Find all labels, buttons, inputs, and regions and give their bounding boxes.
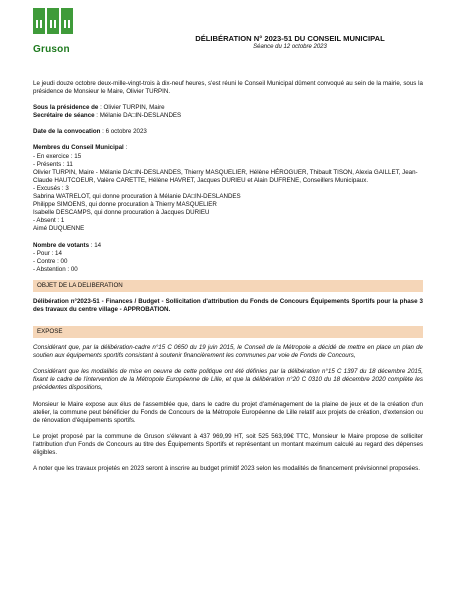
presidence-label: Sous la présidence de <box>33 104 99 112</box>
membres-line: - Absent : 1 <box>33 217 65 225</box>
intro-paragraph: Le jeudi douze octobre deux-mille-vingt-trois à dix-neuf heures, s'est réuni le Conseil Municipal dûment convoqué au sein de la mairie, sous la présidence de Monsieur le Maire, Olivier TURPIN. <box>33 80 423 96</box>
votants-label: Nombre de votants <box>33 241 90 249</box>
secretaire-value: : Mélanie DA□IN-DESLANDES <box>94 112 182 120</box>
document-body <box>33 80 423 473</box>
logo-emblem-icon <box>33 8 73 36</box>
section-expose-header: EXPOSE <box>33 326 423 338</box>
convocation-label: Date de la convocation <box>33 128 101 136</box>
membres-line: - Présents : 11 <box>33 160 73 168</box>
expose-paragraph: A noter que les travaux projetés en 2023 seront à inscrire au budget primitif 2023 selon les modalités de financement prévisionnel proposées. <box>33 465 420 473</box>
votants-line: - Contre : 00 <box>33 257 68 265</box>
logo-name: Gruson <box>33 44 70 55</box>
membres-line: Sabrina WATRELOT, qui donne procuration à Mélanie DA□IN-DESLANDES <box>33 193 241 201</box>
expose-paragraph: Considérant que les modalités de mise en oeuvre de cette politique ont été définies par la délibération n°15 C 1397 du 18 décembre 2015, fixant le cadre de l'intervention de la Métropole Européenne de Lille, et que la délibération n°20 C 0310 du 18 décembre 2020 complète les précédentes dispositions, <box>33 368 423 392</box>
presidence-line <box>33 104 423 112</box>
session-date: Séance du 12 octobre 2023 <box>253 44 327 50</box>
membres-line: - Excusés : 3 <box>33 184 69 192</box>
votants-heading <box>33 242 423 250</box>
expose-paragraph: Considérant que, par la délibération-cadre n°15 C 0650 du 19 juin 2015, le Conseil de la Métropole a décidé de mettre en place un plan de soutien aux équipements sportifs consistant à soutenir financièrement les communes par voie de Fonds de Concours, <box>33 344 423 360</box>
membres-line: - En exercice : 15 <box>33 152 82 160</box>
membres-label: Membres du Conseil Municipal <box>33 144 124 152</box>
votants-line: - Abstention : 00 <box>33 265 78 273</box>
membres-line: Philippe SIMOENS, qui donne procuration à Thierry MASQUELIER <box>33 201 217 209</box>
votants-line: - Pour : 14 <box>33 249 62 257</box>
votants-value: : 14 <box>89 241 102 249</box>
membres-line: Olivier TURPIN, Maire - Mélanie DA□IN-DESLANDES, Thierry MASQUELIER, Hélène HÉROGUER, Thibault TISON, Alexia GAILLET, Jean-Claude HAUTCOEUR, Valère CARETTE, Hélène HAVRET, Jacques DURIEU et Alain DUFRENE, Conseillers Municipaux. <box>33 168 418 184</box>
membres-line: Aimé DUQUENNE <box>33 225 85 233</box>
membres-heading: Membres du Conseil Municipal : <box>33 144 128 152</box>
section-objet-header: OBJET DE LA DELIBERATION <box>33 280 423 292</box>
secretaire-label: Secrétaire de séance <box>33 112 95 120</box>
convocation-line <box>33 128 423 136</box>
secretaire-line <box>33 112 423 120</box>
document-title: DÉLIBÉRATION N° 2023-51 DU CONSEIL MUNICIPAL <box>195 34 385 43</box>
membres-line: Isabelle DESCAMPS, qui donne procuration à Jacques DURIEU <box>33 209 210 217</box>
expose-paragraph: Le projet proposé par la commune de Gruson s'élevant à 437 969,99 HT, soit 525 563,99€ TTC, Monsieur le Maire propose de solliciter l'attribution d'un Fonds de Concours au titre des Équipements Sportifs et représentant un montant maximum calculé au regard des dépenses éligibles. <box>33 432 423 456</box>
objet-paragraph <box>33 298 423 314</box>
convocation-value: : 6 octobre 2023 <box>100 128 147 136</box>
objet-text: Délibération n°2023-51 - Finances / Budget - Sollicitation d'attribution du Fonds de Concours Équipements Sportifs pour la phase 3 des travaux du centre village - APPROBATION. <box>33 297 423 313</box>
gruson-logo <box>33 8 75 54</box>
expose-paragraph: Monsieur le Maire expose aux élus de l'assemblée que, dans le cadre du projet d'aménagement de la plaine de jeux et de la création d'un atelier, la commune peut bénéficier du Fonds de Concours de la Métropole Européenne de Lille relatif aux projets de création, d'extension ou de rénovation d'équipements sportifs. <box>33 400 423 424</box>
presidence-value: : Olivier TURPIN, Maire <box>98 104 165 112</box>
